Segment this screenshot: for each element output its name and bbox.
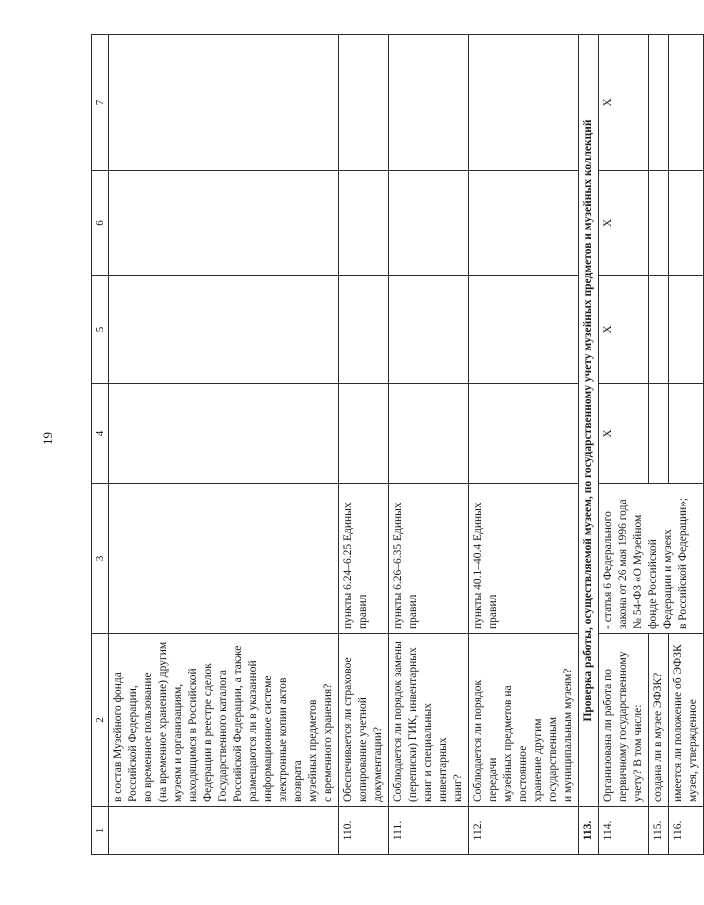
- table-row: [649, 35, 669, 855]
- row-c6: [669, 171, 704, 276]
- row-number: 112.: [469, 807, 579, 855]
- section-row: [579, 35, 599, 855]
- checklist-table: [91, 34, 704, 855]
- row-question: имеется ли положение об ЭФЗК музея, утвержденное: [669, 634, 704, 807]
- row-c4: [109, 384, 339, 484]
- header-col-5: 5: [92, 276, 109, 384]
- header-col-2: 2: [92, 634, 109, 807]
- row-c4: [469, 384, 579, 484]
- row-number: 115.: [649, 807, 669, 855]
- section-number: 113.: [579, 807, 599, 855]
- row-c4: [649, 384, 669, 484]
- row-c7: [469, 35, 579, 171]
- row-question: Соблюдается ли порядок передачи музейных предметов на постоянное хранение другим государственным и муниципальным музеям?: [469, 634, 579, 807]
- row-c6: [109, 171, 339, 276]
- page-number: 19: [40, 432, 55, 445]
- row-question: Организована ли работа по первичному государственному учету? В том числе:: [599, 634, 649, 807]
- row-number: 110.: [339, 807, 389, 855]
- row-question: в состав Музейного фонда Российской Федерации, во временное пользование (на временное хранение) другим музеям и организациям, находящимся в Российской Федерации в реестре сделок Государственного каталога Российской Федерации, а также размещаются ли в указанной информационное системе электронные копии актов возврата музейных предметов с временного хранения?: [109, 634, 339, 807]
- table-row: [599, 35, 649, 855]
- row-question: создана ли в музее ЭФЗК?: [649, 634, 669, 807]
- row-c4: [389, 384, 469, 484]
- header-col-1: 1: [92, 807, 109, 855]
- row-c5: X: [599, 276, 649, 384]
- row-number: 116.: [669, 807, 704, 855]
- row-c5: [669, 276, 704, 384]
- row-c7: [389, 35, 469, 171]
- header-col-7: 7: [92, 35, 109, 171]
- row-c5: [469, 276, 579, 384]
- header-col-4: 4: [92, 384, 109, 484]
- header-col-6: 6: [92, 171, 109, 276]
- row-basis: - статья 6 Федерального закона от 26 мая 1996 года № 54-ФЗ «О Музейном фонде Российской Федерации и музеях в Российской Федерации»;: [599, 484, 704, 634]
- row-number: 114.: [599, 807, 649, 855]
- row-c6: X: [599, 171, 649, 276]
- section-title: Проверка работы, осуществляемой музеем, по государственному учету музейных предметов и музейных коллекций: [579, 35, 599, 807]
- row-number: [109, 807, 339, 855]
- row-c6: [389, 171, 469, 276]
- row-number: 111.: [389, 807, 469, 855]
- row-c6: [469, 171, 579, 276]
- row-c4: [339, 384, 389, 484]
- row-c4: X: [599, 384, 649, 484]
- row-basis: пункты 6.26–6.35 Единых правил: [389, 484, 469, 634]
- table-row: [389, 35, 469, 855]
- row-c5: [389, 276, 469, 384]
- row-question: Соблюдается ли порядок замены (переписки) ГИК, инвентарных книг и специальных инвентарных книг?: [389, 634, 469, 807]
- header-row: [92, 35, 109, 855]
- row-c7: [649, 35, 669, 171]
- row-c7: X: [599, 35, 649, 171]
- row-c5: [109, 276, 339, 384]
- table-row: [469, 35, 579, 855]
- table-row: [669, 35, 704, 855]
- row-question: Обеспечивается ли страховое копирование учетной документации?: [339, 634, 389, 807]
- row-c6: [649, 171, 669, 276]
- header-col-3: 3: [92, 484, 109, 634]
- table-row: [339, 35, 389, 855]
- row-c5: [649, 276, 669, 384]
- row-c7: [669, 35, 704, 171]
- table-row: [109, 35, 339, 855]
- row-c7: [109, 35, 339, 171]
- row-basis: пункты 6.24–6.25 Единых правил: [339, 484, 389, 634]
- row-c5: [339, 276, 389, 384]
- row-c6: [339, 171, 389, 276]
- row-basis: [109, 484, 339, 634]
- row-basis: пункты 40.1–40.4 Единых правил: [469, 484, 579, 634]
- rotated-table-wrapper: [91, 35, 699, 855]
- row-c7: [339, 35, 389, 171]
- row-c4: [669, 384, 704, 484]
